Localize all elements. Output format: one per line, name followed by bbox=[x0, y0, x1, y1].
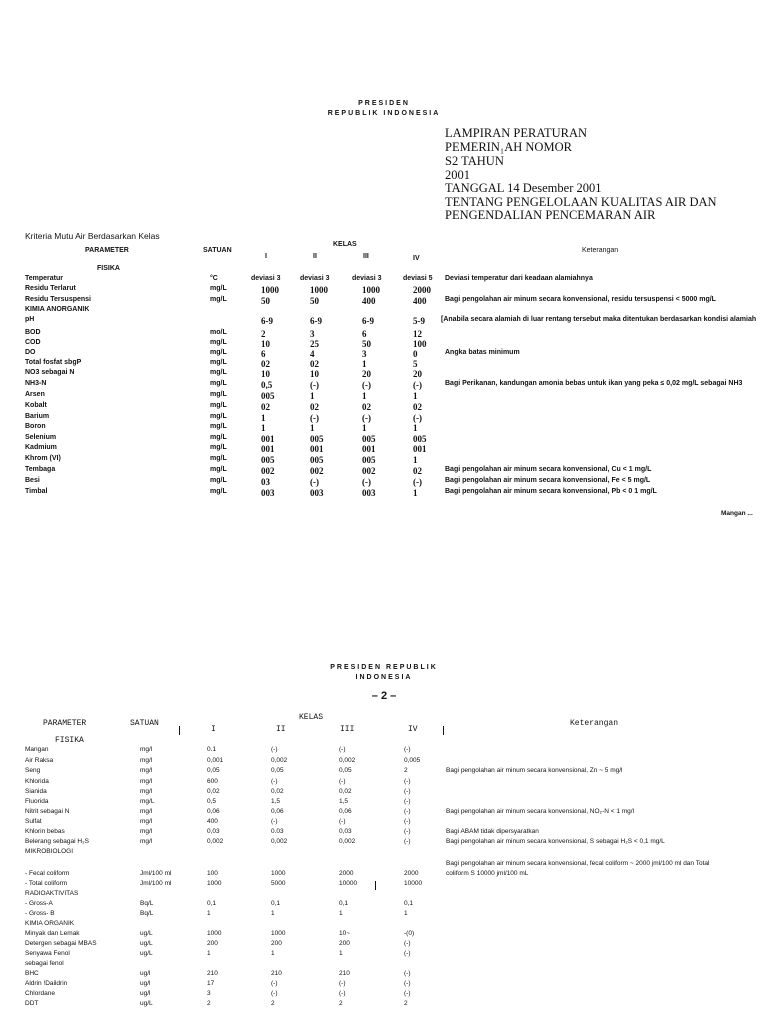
satuan-cell: Bq/L bbox=[140, 900, 154, 907]
keterangan-cell: Angka batas minimum bbox=[445, 349, 520, 356]
satuan-cell: ug/L bbox=[140, 930, 153, 937]
kelas-value-cell: 005 bbox=[261, 391, 275, 401]
kelas-value-cell: 200 bbox=[339, 940, 350, 947]
kelas-value-cell: 2 bbox=[261, 329, 266, 339]
col-header-class-3: III bbox=[363, 253, 369, 260]
parameter-cell: - Fecal coliform bbox=[25, 870, 70, 877]
kelas-value-cell: 1 bbox=[339, 950, 343, 957]
kelas-value-cell: (-) bbox=[413, 413, 422, 423]
kelas-value-cell: deviasi 3 bbox=[251, 275, 281, 282]
kelas-value-cell: (-) bbox=[271, 778, 278, 785]
parameter-cell: Residu Tersuspensi bbox=[25, 296, 92, 303]
parameter-cell: Timbal bbox=[25, 488, 48, 495]
keterangan-cell: Bagi Perikanan, kandungan amonia bebas untuk ikan yang peka ≤ 0,02 mg/L sebagai NH3 bbox=[445, 380, 743, 387]
kelas-value-cell: (-) bbox=[404, 818, 411, 825]
parameter-cell: Sianida bbox=[25, 788, 47, 795]
parameter-cell: Residu Terlarut bbox=[25, 285, 76, 292]
keterangan-cell: Bagi pengolahan air minum secara konvensional, Fe < 5 mg/L bbox=[445, 477, 651, 484]
satuan-cell: mg/L bbox=[140, 798, 155, 805]
parameter-cell: Khrom (VI) bbox=[25, 455, 61, 462]
satuan-cell: mg/L bbox=[210, 477, 227, 484]
kelas-value-cell: 25 bbox=[310, 339, 319, 349]
kelas-value-cell: 0.03 bbox=[271, 828, 284, 835]
kelas-value-cell: 400 bbox=[362, 296, 376, 306]
kelas-value-cell: 0,06 bbox=[207, 808, 220, 815]
kelas-value-cell: (-) bbox=[339, 746, 346, 753]
kelas-value-cell: 210 bbox=[271, 970, 282, 977]
satuan-cell: mg/L bbox=[210, 423, 227, 430]
parameter-cell: Seng bbox=[25, 767, 41, 774]
parameter-cell: NH3-N bbox=[25, 380, 47, 387]
kelas-value-cell: (-) bbox=[339, 778, 346, 785]
kelas-value-cell: 001 bbox=[413, 444, 427, 454]
kelas-value-cell: (-) bbox=[404, 838, 411, 845]
kelas-value-cell: 001 bbox=[362, 444, 376, 454]
kelas-value-cell: 10 bbox=[310, 369, 319, 379]
parameter-cell: Aldrin !Daildrin bbox=[25, 980, 68, 987]
satuan-cell: mg/l bbox=[140, 838, 153, 845]
kelas-value-cell: 210 bbox=[339, 970, 350, 977]
kelas-value-cell: 0,05 bbox=[271, 767, 284, 774]
kelas-value-cell: 02 bbox=[310, 359, 319, 369]
keterangan-cell: Bagi pengolahan air minum secara konvensional, fecal coliform ~ 2000 jml/100 ml dan Total bbox=[446, 860, 710, 867]
kelas-value-cell: 50 bbox=[310, 296, 319, 306]
kelas-value-cell: (-) bbox=[362, 380, 371, 390]
kelas-value-cell: 0.1 bbox=[207, 746, 217, 753]
kelas-value-cell: (-) bbox=[271, 980, 278, 987]
kelas-value-cell: 2 bbox=[339, 1000, 343, 1007]
kelas-value-cell: 2000 bbox=[404, 870, 419, 877]
kelas-value-cell: 10000 bbox=[339, 880, 358, 887]
kelas-value-cell: 1,5 bbox=[271, 798, 281, 805]
lampiran-line: PEMERIN₁AH NOMOR bbox=[445, 140, 572, 154]
kelas-value-cell: -(0) bbox=[404, 930, 415, 937]
kelas-value-cell: 005 bbox=[413, 434, 427, 444]
kelas-value-cell: 2 bbox=[404, 767, 408, 774]
satuan-cell: mg/l bbox=[140, 757, 153, 764]
satuan-cell: ug/L bbox=[140, 950, 153, 957]
parameter-cell: Chlordane bbox=[25, 990, 55, 997]
parameter-cell: Air Raksa bbox=[25, 757, 54, 764]
kelas-value-cell: 17 bbox=[207, 980, 215, 987]
kelas-value-cell: 1 bbox=[207, 950, 211, 957]
keterangan-cell: [Anabila secara alamiah di luar rentang tersebut maka ditentukan berdasarkan kondisi alamiah bbox=[441, 316, 757, 323]
page1-header-republik: REPUBLIK INDONESIA bbox=[327, 110, 441, 117]
continued-note: Mangan ... bbox=[721, 510, 753, 517]
satuan-cell: mg/l bbox=[140, 767, 153, 774]
kelas-value-cell: 1 bbox=[310, 423, 315, 433]
kelas-value-cell: 0,002 bbox=[271, 757, 288, 764]
kelas-value-cell: 1000 bbox=[207, 880, 222, 887]
col-header-satuan-2: SATUAN bbox=[130, 719, 159, 728]
kelas-value-cell: (-) bbox=[362, 477, 371, 487]
parameter-cell: - Gross-A bbox=[25, 900, 53, 907]
kelas-value-cell: 003 bbox=[362, 488, 376, 498]
col-header-keterangan-2: Keterangan bbox=[570, 719, 619, 728]
kelas-value-cell: 02 bbox=[261, 359, 270, 369]
kelas-value-cell: (-) bbox=[362, 413, 371, 423]
kelas-value-cell: 1 bbox=[271, 910, 275, 917]
keterangan-cell: Bagi pengolahan air minum secara konvensional, residu tersuspensi < 5000 mg/L bbox=[445, 296, 716, 303]
kelas-value-cell: 1,5 bbox=[339, 798, 349, 805]
satuan-cell: Bq/L bbox=[140, 910, 154, 917]
kelas-value-cell: 1 bbox=[261, 423, 266, 433]
kelas-value-cell: 0 bbox=[413, 349, 418, 359]
parameter-cell: Kadmium bbox=[25, 444, 57, 451]
kelas-value-cell: 002 bbox=[310, 466, 324, 476]
col-header-parameter: PARAMETER bbox=[85, 247, 129, 254]
kelas-value-cell: 003 bbox=[310, 488, 324, 498]
col-header-kelas: KELAS bbox=[333, 241, 357, 248]
kelas-value-cell: 002 bbox=[261, 466, 275, 476]
kelas-value-cell: (-) bbox=[404, 808, 411, 815]
keterangan-cell: Bagi pengolahan air minum secara konvensional, Cu < 1 mg/L bbox=[445, 466, 652, 473]
parameter-cell: Mangan bbox=[25, 746, 49, 753]
kelas-value-cell: 002 bbox=[362, 466, 376, 476]
kelas-value-cell: (-) bbox=[310, 413, 319, 423]
scan-mark bbox=[443, 726, 444, 735]
col-header-class-3-2: III bbox=[340, 725, 355, 734]
kelas-value-cell: 02 bbox=[413, 466, 422, 476]
satuan-cell: mg/L bbox=[210, 391, 227, 398]
kelas-value-cell: 400 bbox=[207, 818, 218, 825]
kelas-value-cell: 0,1 bbox=[271, 900, 281, 907]
lampiran-line: S2 TAHUN bbox=[445, 154, 504, 168]
parameter-cell: Barium bbox=[25, 413, 50, 420]
kelas-value-cell: 0,05 bbox=[339, 767, 352, 774]
parameter-cell: Besi bbox=[25, 477, 40, 484]
col-header-class-2: II bbox=[313, 253, 317, 260]
kelas-value-cell: deviasi 5 bbox=[403, 275, 433, 282]
kelas-value-cell: 1000 bbox=[261, 285, 279, 295]
kelas-value-cell: 0,002 bbox=[271, 838, 288, 845]
parameter-cell: Boron bbox=[25, 423, 46, 430]
kelas-value-cell: (-) bbox=[404, 828, 411, 835]
kelas-value-cell: 400 bbox=[413, 296, 427, 306]
lampiran-line: TANGGAL 14 Desember 2001 bbox=[445, 181, 602, 195]
lampiran-line: TENTANG PENGELOLAAN KUALITAS AIR DAN bbox=[445, 195, 717, 209]
scan-mark bbox=[375, 881, 376, 890]
kelas-value-cell: 001 bbox=[261, 444, 275, 454]
kelas-value-cell: 0,03 bbox=[339, 828, 352, 835]
satuan-cell: ug/L bbox=[140, 940, 153, 947]
kelas-value-cell: 005 bbox=[310, 455, 324, 465]
kelas-value-cell: (-) bbox=[271, 990, 278, 997]
parameter-cell: sebagai fenol bbox=[25, 960, 64, 967]
kelas-value-cell: 0,02 bbox=[339, 788, 352, 795]
parameter-cell: Senyawa Fenol bbox=[25, 950, 70, 957]
page2-header-presiden: PRESIDEN REPUBLIK bbox=[330, 664, 438, 671]
page2-header-indonesia: INDONESIA bbox=[355, 674, 413, 681]
kelas-value-cell: (-) bbox=[413, 477, 422, 487]
kelas-value-cell: 2 bbox=[404, 1000, 408, 1007]
kelas-value-cell: (-) bbox=[310, 477, 319, 487]
col-header-class-2-2: II bbox=[276, 725, 286, 734]
page-number: – 2 – bbox=[371, 690, 397, 702]
satuan-cell: mg/L bbox=[210, 488, 227, 495]
parameter-cell: Kobalt bbox=[25, 402, 47, 409]
kelas-value-cell: (-) bbox=[339, 980, 346, 987]
kelas-value-cell: 0,002 bbox=[339, 757, 356, 764]
kelas-value-cell: (-) bbox=[404, 778, 411, 785]
kelas-value-cell: 1 bbox=[362, 391, 367, 401]
kelas-value-cell: 003 bbox=[261, 488, 275, 498]
kelas-value-cell: 2 bbox=[207, 1000, 211, 1007]
kelas-value-cell: 02 bbox=[261, 402, 270, 412]
satuan-cell: °C bbox=[210, 275, 218, 282]
kelas-value-cell: 1 bbox=[413, 455, 418, 465]
parameter-cell: MIKROBIOLOGI bbox=[25, 848, 74, 855]
kelas-value-cell: 1 bbox=[413, 488, 418, 498]
satuan-cell: mg/L bbox=[210, 349, 227, 356]
keterangan-cell: Bagi pengolahan air minum secara konvensional, Pb < 0 1 mg/L bbox=[445, 488, 657, 495]
page1-header-presiden: PRESIDEN bbox=[358, 100, 410, 107]
kelas-value-cell: 10000 bbox=[404, 880, 423, 887]
kelas-value-cell: (-) bbox=[404, 798, 411, 805]
satuan-cell: mg/l bbox=[140, 778, 153, 785]
kelas-value-cell: (-) bbox=[339, 818, 346, 825]
kelas-value-cell: 0,1 bbox=[207, 900, 217, 907]
parameter-cell: - Total coliform bbox=[25, 880, 68, 887]
parameter-cell: Detergen sebagai MBAS bbox=[25, 940, 97, 947]
kelas-value-cell: 1000 bbox=[207, 930, 222, 937]
kelas-value-cell: 1 bbox=[339, 910, 343, 917]
kelas-value-cell: 1 bbox=[413, 391, 418, 401]
parameter-cell: - Gross- B bbox=[25, 910, 55, 917]
col-header-class-1-2: I bbox=[211, 725, 216, 734]
section-fisika-2: FISIKA bbox=[55, 736, 84, 745]
kelas-value-cell: (-) bbox=[339, 990, 346, 997]
kelas-value-cell: 10 bbox=[261, 369, 270, 379]
criteria-title: Kriteria Mutu Air Berdasarkan Kelas bbox=[25, 231, 160, 241]
kelas-value-cell: (-) bbox=[404, 788, 411, 795]
satuan-cell: ug/l bbox=[140, 990, 151, 997]
parameter-cell: Khlorida bbox=[25, 778, 49, 785]
col-header-kelas-2: KELAS bbox=[299, 713, 324, 722]
parameter-cell: BOD bbox=[25, 329, 41, 336]
satuan-cell: mg/L bbox=[210, 455, 227, 462]
keterangan-cell: Deviasi temperatur dari keadaan alamiahnya bbox=[445, 275, 593, 282]
kelas-value-cell: deviasi 3 bbox=[300, 275, 330, 282]
kelas-value-cell: 50 bbox=[261, 296, 270, 306]
col-header-keterangan: Keterangan bbox=[582, 247, 619, 254]
kelas-value-cell: 6-9 bbox=[362, 316, 374, 326]
satuan-cell: ug/L bbox=[140, 1000, 153, 1007]
kelas-value-cell: 3 bbox=[310, 329, 315, 339]
kelas-value-cell: 3 bbox=[362, 349, 367, 359]
parameter-cell: BHC bbox=[25, 970, 39, 977]
lampiran-line: 2001 bbox=[445, 168, 470, 182]
keterangan-cell: Bagi pengolahan air minum secara konvensional, S sebagai H₂S < 0,1 mg/L bbox=[446, 838, 665, 845]
satuan-cell: mg/l bbox=[140, 818, 153, 825]
satuan-cell: mg/l bbox=[140, 828, 153, 835]
col-header-class-1: I bbox=[265, 253, 267, 260]
keterangan-cell: Bagi pengolahan air minum secara konvensional, NO₂-N < 1 mg/l bbox=[446, 808, 635, 815]
kelas-value-cell: (-) bbox=[404, 980, 411, 987]
kelas-value-cell: 1000 bbox=[362, 285, 380, 295]
lampiran-line: PENGENDALIAN PENCEMARAN AIR bbox=[445, 208, 656, 222]
parameter-cell: Minyak dan Lemak bbox=[25, 930, 80, 937]
parameter-cell: Belerang sebagai H₂S bbox=[25, 838, 89, 845]
kelas-value-cell: 0,1 bbox=[404, 900, 414, 907]
keterangan-cell: Bagi ABAM tidak dipersyaratkan bbox=[446, 828, 539, 835]
kelas-value-cell: 005 bbox=[362, 434, 376, 444]
satuan-cell: ug/l bbox=[140, 980, 151, 987]
kelas-value-cell: 5-9 bbox=[413, 316, 425, 326]
satuan-cell: mg/L bbox=[210, 466, 227, 473]
kelas-value-cell: 0,02 bbox=[271, 788, 284, 795]
satuan-cell: ug/l bbox=[140, 970, 151, 977]
kelas-value-cell: 12 bbox=[413, 329, 422, 339]
kelas-value-cell: 200 bbox=[207, 940, 218, 947]
kelas-value-cell: 1 bbox=[261, 413, 266, 423]
kelas-value-cell: 001 bbox=[310, 444, 324, 454]
kelas-value-cell: 0,001 bbox=[207, 757, 224, 764]
kelas-value-cell: 005 bbox=[362, 455, 376, 465]
kelas-value-cell: (-) bbox=[404, 746, 411, 753]
kelas-value-cell: 1 bbox=[271, 950, 275, 957]
satuan-cell: Jml/100 ml bbox=[140, 880, 172, 887]
lampiran-line: LAMPIRAN PERATURAN bbox=[445, 126, 588, 140]
kelas-value-cell: 1 bbox=[207, 910, 211, 917]
kelas-value-cell: 0,06 bbox=[271, 808, 284, 815]
keterangan-cell: coliform S 10000 jml/100 mL bbox=[446, 870, 529, 877]
parameter-cell: Khlorin bebas bbox=[25, 828, 65, 835]
kelas-value-cell: 1 bbox=[362, 359, 367, 369]
kelas-value-cell: 02 bbox=[413, 402, 422, 412]
kelas-value-cell: 0,1 bbox=[339, 900, 349, 907]
parameter-cell: Temperatur bbox=[25, 275, 63, 282]
satuan-cell: mg/L bbox=[210, 413, 227, 420]
col-header-parameter-2: PARAMETER bbox=[43, 719, 87, 728]
kelas-value-cell: 005 bbox=[261, 455, 275, 465]
kelas-value-cell: (-) bbox=[310, 380, 319, 390]
parameter-cell: DO bbox=[25, 349, 36, 356]
kelas-value-cell: 0,06 bbox=[339, 808, 352, 815]
satuan-cell: mg/L bbox=[210, 402, 227, 409]
kelas-value-cell: 6 bbox=[261, 349, 266, 359]
kelas-value-cell: 03 bbox=[261, 477, 270, 487]
kelas-value-cell: 1000 bbox=[271, 930, 286, 937]
kelas-value-cell: 2 bbox=[271, 1000, 275, 1007]
parameter-cell: Fluorida bbox=[25, 798, 49, 805]
scan-mark bbox=[179, 726, 180, 735]
kelas-value-cell: (-) bbox=[404, 970, 411, 977]
kelas-value-cell: 6-9 bbox=[310, 316, 322, 326]
kelas-value-cell: 0,03 bbox=[207, 828, 220, 835]
col-header-satuan: SATUAN bbox=[203, 247, 232, 254]
satuan-cell: Jml/100 ml bbox=[140, 870, 172, 877]
kelas-value-cell: 6 bbox=[362, 329, 367, 339]
col-header-class-4: IV bbox=[413, 255, 420, 262]
kelas-value-cell: 6-9 bbox=[261, 316, 273, 326]
satuan-cell: mg/L bbox=[210, 296, 227, 303]
kelas-value-cell: 2000 bbox=[413, 285, 431, 295]
parameter-cell: Total fosfat sbgP bbox=[25, 359, 82, 366]
kelas-value-cell: 100 bbox=[413, 339, 427, 349]
kelas-value-cell: 1 bbox=[404, 910, 408, 917]
parameter-cell: RADIOAKTIVITAS bbox=[25, 890, 79, 897]
kelas-value-cell: 100 bbox=[207, 870, 218, 877]
kelas-value-cell: deviasi 3 bbox=[352, 275, 382, 282]
satuan-cell: mg/L bbox=[210, 339, 227, 346]
parameter-cell: NO3 sebagai N bbox=[25, 369, 75, 376]
kelas-value-cell: 200 bbox=[271, 940, 282, 947]
section-fisika: FISIKA bbox=[97, 265, 120, 272]
kelas-value-cell: 0,02 bbox=[207, 788, 220, 795]
kelas-value-cell: 50 bbox=[362, 339, 371, 349]
kelas-value-cell: 210 bbox=[207, 970, 218, 977]
parameter-cell: Arsen bbox=[25, 391, 45, 398]
satuan-cell: mg/L bbox=[210, 285, 227, 292]
kelas-value-cell: 02 bbox=[310, 402, 319, 412]
satuan-cell: mg/L bbox=[210, 380, 227, 387]
kelas-value-cell: 1000 bbox=[271, 870, 286, 877]
kelas-value-cell: (-) bbox=[404, 940, 411, 947]
kelas-value-cell: (-) bbox=[271, 746, 278, 753]
col-header-class-4-2: IV bbox=[408, 725, 418, 734]
kelas-value-cell: 1 bbox=[310, 391, 315, 401]
parameter-cell: Tembaga bbox=[25, 466, 56, 473]
kelas-value-cell: 0,002 bbox=[339, 838, 356, 845]
parameter-cell: KIMIA ANORGANIK bbox=[25, 306, 90, 313]
satuan-cell: mg/l bbox=[140, 808, 153, 815]
satuan-cell: mg/L bbox=[210, 434, 227, 441]
kelas-value-cell: (-) bbox=[413, 380, 422, 390]
satuan-cell: mo/L bbox=[210, 329, 227, 336]
kelas-value-cell: 1000 bbox=[310, 285, 328, 295]
kelas-value-cell: 5000 bbox=[271, 880, 286, 887]
parameter-cell: Nitrit sebagai N bbox=[25, 808, 70, 815]
kelas-value-cell: 0,5 bbox=[261, 380, 273, 390]
kelas-value-cell: 0,5 bbox=[207, 798, 217, 805]
kelas-value-cell: 0,05 bbox=[207, 767, 220, 774]
satuan-cell: mg/L bbox=[210, 369, 227, 376]
satuan-cell: mg/L bbox=[210, 359, 227, 366]
kelas-value-cell: 3 bbox=[207, 990, 211, 997]
parameter-cell: Selenium bbox=[25, 434, 57, 441]
parameter-cell: COD bbox=[25, 339, 41, 346]
kelas-value-cell: 02 bbox=[362, 402, 371, 412]
kelas-value-cell: (-) bbox=[404, 950, 411, 957]
kelas-value-cell: 20 bbox=[413, 369, 422, 379]
kelas-value-cell: 10 bbox=[261, 339, 270, 349]
kelas-value-cell: 10~ bbox=[339, 930, 351, 937]
parameter-cell: pH bbox=[25, 316, 35, 323]
keterangan-cell: Bagi pengolahan air minum secara konvensional, Zn ~ 5 mg/l bbox=[446, 767, 623, 774]
kelas-value-cell: (-) bbox=[404, 990, 411, 997]
satuan-cell: mg/L bbox=[210, 444, 227, 451]
parameter-cell: KIMIA ORGANIK bbox=[25, 920, 75, 927]
kelas-value-cell: (-) bbox=[271, 818, 278, 825]
kelas-value-cell: 2000 bbox=[339, 870, 354, 877]
kelas-value-cell: 001 bbox=[261, 434, 275, 444]
parameter-cell: Sulfat bbox=[25, 818, 42, 825]
kelas-value-cell: 5 bbox=[413, 359, 418, 369]
satuan-cell: mg/l bbox=[140, 788, 153, 795]
kelas-value-cell: 0,002 bbox=[207, 838, 224, 845]
parameter-cell: DDT bbox=[25, 1000, 39, 1007]
kelas-value-cell: 0,005 bbox=[404, 757, 421, 764]
kelas-value-cell: 1 bbox=[413, 423, 418, 433]
satuan-cell: mg/l bbox=[140, 746, 153, 753]
kelas-value-cell: 600 bbox=[207, 778, 218, 785]
kelas-value-cell: 1 bbox=[362, 423, 367, 433]
kelas-value-cell: 4 bbox=[310, 349, 315, 359]
kelas-value-cell: 005 bbox=[310, 434, 324, 444]
kelas-value-cell: 20 bbox=[362, 369, 371, 379]
